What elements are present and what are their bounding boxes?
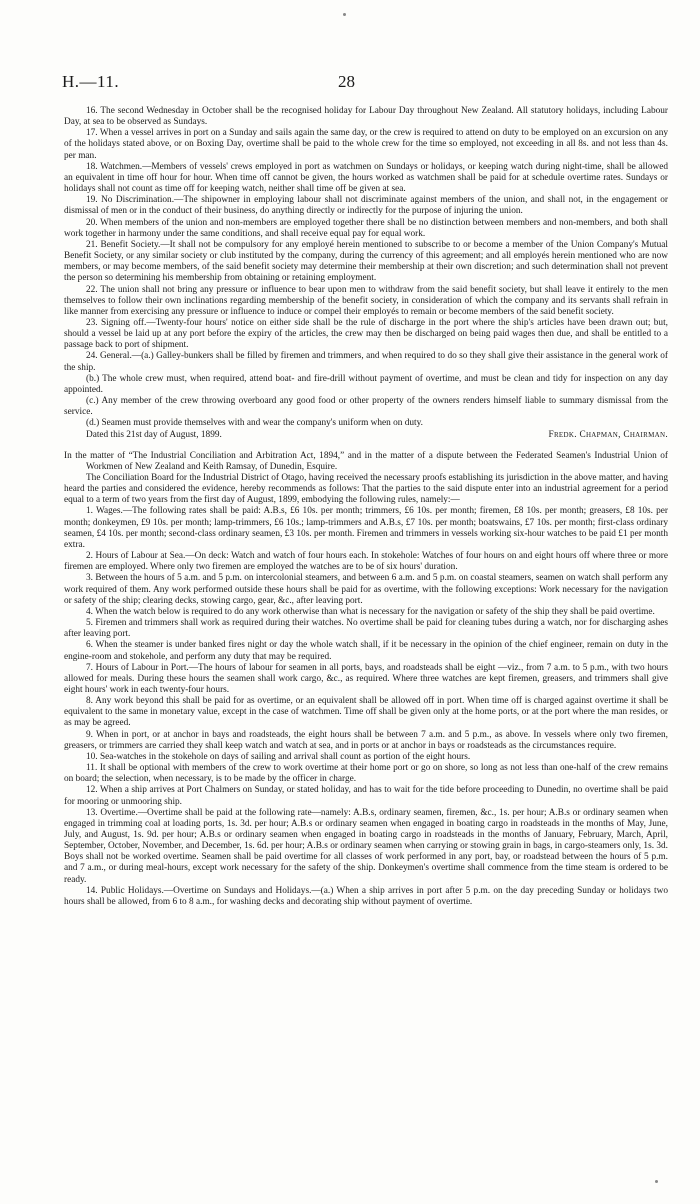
scan-mark	[655, 1180, 658, 1183]
paragraph: 10. Sea-watches in the stokehole on days of sailing and arrival shall count as portion of the eight hours.	[86, 751, 471, 762]
paragraph: 5. Firemen and trimmers shall work as required during their watches. No overtime shall be paid for cleaning tubes during a watch, nor for discharging ashes after leaving port.	[64, 618, 668, 640]
paragraph: 9. When in port, or at anchor in bays and roadsteads, the eight hours shall be between 7 a.m. and 5 p.m., as above. In vessels where only two firemen, greasers, or trimmers are carried they shall keep watch and watch at sea, and in ports or at anchor in bays or roadsteads as the circumstances require.	[64, 729, 668, 751]
paragraph: 11. It shall be optional with members of the crew to work overtime at their home port or go on shore, so long as not less than one-half of the crew remains on board; the selection, when necessary, is to be made by the officer in charge.	[64, 763, 668, 785]
paragraph: 18. Watchmen.—Members of vessels' crews employed in port as watchmen on Sundays or holidays, or keeping watch during night-time, shall be allowed an equivalent in time off hour for hour. When time off cannot be given, the hours worked as watchmen shall be paid for at schedule overtime rates. Sundays or holidays shall not count as time off for keeping watch, neither shall time off be given at sea.	[64, 161, 668, 195]
paragraph: 3. Between the hours of 5 a.m. and 5 p.m. on intercolonial steamers, and between 6 a.m. and 5 p.m. on coastal steamers, seamen on watch shall perform any work required of them. Any work performed outside these hours shall be paid for as overtime, with the following exceptions: Work necessary for the navigation or safety of the ship; clearing decks, stowing cargo, gear, &c., after leaving port.	[64, 573, 668, 606]
paragraph: 23. Signing off.—Twenty-four hours' notice on either side shall be the rule of discharge in the port where the ship's articles have been drawn out; but, should a vessel be laid up at any port before the expiry of the articles, the crew may then be discharged on being paid wages then due, and shall be entitled to a passage back to port of shipment.	[64, 317, 668, 351]
paragraph: 20. When members of the union and non-members are employed together there shall be no distinction between members and non-members, and both shall work together in harmony under the same conditions, and shall receive equal pay for equal work.	[64, 217, 668, 239]
paragraph: 1. Wages.—The following rates shall be paid: A.B.s, £6 10s. per month; trimmers, £6 10s. per month; firemen, £8 10s. per month; greasers, £8 10s. per month; donkeymen, £9 10s. per month; lamp-trimmers, £6 10s.; lamp-trimmers and A.B.s, £7 10s. per month; boatswains, £7 10s. per month; first-class ordinary seamen, £4 10s. per month; second-class ordinary seamen, £3 10s. per month. Firemen and trimmers in vessels working six-hour watches to be paid £1 per month extra.	[64, 506, 668, 550]
page-header	[62, 72, 660, 94]
page-number: 28	[338, 72, 355, 91]
paragraph: (b.) The whole crew must, when required, attend boat- and fire-drill without payment of overtime, and must be clean and tidy for inspection on any day appointed.	[64, 373, 668, 395]
paragraph: 21. Benefit Society.—It shall not be compulsory for any employé herein mentioned to subscribe to or become a member of the Union Company's Mutual Benefit Society, or any similar society or club instituted by the company, during the currency of this agreement; and all employés herein mentioned who are now members, or may become members, of the said benefit society may determine their membership at their own discretion; and such determination shall not prevent the person so determining his membership from obtaining or retaining employment.	[64, 239, 668, 284]
paragraph: 24. General.—(a.) Galley-bunkers shall be filled by firemen and trimmers, and when required to do so they shall give their assistance in the general work of the ship.	[64, 351, 668, 373]
paragraph: 16. The second Wednesday in October shall be the recognised holiday for Labour Day throughout New Zealand. All statutory holidays, including Labour Day, at sea to be observed as Sundays.	[64, 106, 668, 128]
paragraph: 14. Public Holidays.—Overtime on Sundays and Holidays.—(a.) When a ship arrives in port after 5 p.m. on the day preceding Sunday or holidays two hours shall be allowed, from 6 to 8 a.m., for washing decks and decorating ship without payment of overtime.	[64, 885, 668, 907]
paragraph: 6. When the steamer is under banked fires night or day the whole watch shall, if it be necessary in the opinion of the chief engineer, remain on duty in the engine-room and stokehole, and perform any duty that may be required.	[64, 640, 668, 662]
paragraph: The Conciliation Board for the Industrial District of Otago, having received the necessary proofs establishing its jurisdiction in the above matter, and having heard the parties and considered the evidence, hereby recommends as follows: That the parties to the said dispute enter into an industrial agreement for a period equal to a term of two years from the first day of August, 1899, embodying the following rules, namely:—	[64, 473, 668, 506]
paragraph: 13. Overtime.—Overtime shall be paid at the following rate—namely: A.B.s, ordinary seamen, firemen, &c., 1s. per hour; A.B.s or ordinary seamen when engaged in trimming coal at loading ports, 1s. 3d. per hour; A.B.s or ordinary seamen when engaged in boating cargo in roadsteads in the months of May, June, July, and August, 1s. 9d. per hour; A.B.s or ordinary seamen when engaged in boating cargo in roadsteads in the months of January, February, March, April, September, October, November, and December, 1s. 6d. per hour; A.B.s or ordinary seamen when carrying or stowing grain in bags, in cargo-steamers only, 1s. 3d. Boys shall not be worked overtime. Seamen shall be paid overtime for all classes of work performed in any port, bay, or roadstead between the hours of 5 p.m. and 7 a.m., or during meal-hours, except work necessary for the safety of the ship. Donkeymen's overtime shall commence from the time steam is ordered to be ready.	[64, 807, 668, 885]
document-body	[64, 106, 668, 908]
paragraph: 4. When the watch below is required to do any work otherwise than what is necessary for the navigation or safety of the ship they shall be paid overtime.	[86, 606, 655, 617]
paragraph: (d.) Seamen must provide themselves with and wear the company's uniform when on duty.	[86, 418, 423, 429]
paragraph: 17. When a vessel arrives in port on a Sunday and sails again the same day, or the crew is required to attend on duty to be employed on an excursion on any of the holidays stated above, or on Boxing Day, overtime shall be paid to the whole crew for the time so employed, not exceeding in all 8s. and not less than 4s. per man.	[64, 128, 668, 161]
paragraph: 22. The union shall not bring any pressure or influence to bear upon men to withdraw from the said benefit society, but shall leave it entirely to the men themselves to follow their own inclinations regarding membership of the benefit society, in consideration of which the company and its servants shall refrain in like manner from exercising any pressure or influence to induce or compel their employés to remain or become members of the said benefit society.	[64, 284, 668, 317]
paragraph: 12. When a ship arrives at Port Chalmers on Sunday, or stated holiday, and has to wait for the tide before proceeding to Dunedin, no overtime shall be paid for mooring or unmooring ship.	[64, 785, 668, 807]
dated-line	[64, 430, 668, 441]
signature: Fredk. Chapman, Chairman.	[548, 429, 668, 440]
date-text: Dated this 21st day of August, 1899.	[86, 429, 222, 440]
paragraph: 7. Hours of Labour in Port.—The hours of labour for seamen in all ports, bays, and roadsteads shall be eight —viz., from 7 a.m. to 5 p.m., with two hours allowed for meals. During these hours the seamen shall work cargo, &c., as required. Where three watches are kept firemen, greasers, and trimmers shall give eight hours' work in each twenty-four hours.	[64, 662, 668, 695]
scan-mark	[343, 13, 346, 16]
document-reference: H.—11.	[62, 72, 120, 91]
matter-heading: In the matter of “The Industrial Conciliation and Arbitration Act, 1894,” and in the matter of a dispute between the Federated Seamen's Industrial Union of Workmen of New Zealand and Keith Ramsay, of Dunedin, Esquire.	[64, 450, 668, 472]
paragraph: 19. No Discrimination.—The shipowner in employing labour shall not discriminate against members of the union, and shall not, in the engagement or dismissal of men or in the conduct of their business, do anything directly or indirectly for the purpose of injuring the union.	[64, 195, 668, 217]
paragraph: 2. Hours of Labour at Sea.—On deck: Watch and watch of four hours each. In stokehole: Watches of four hours on and eight hours off where three or more firemen are employed. Where only two firemen are employed the watches are to be of six hours' duration.	[64, 551, 668, 573]
paragraph: (c.) Any member of the crew throwing overboard any good food or other property of the owners renders himself liable to summary dismissal from the service.	[64, 396, 668, 418]
paragraph: 8. Any work beyond this shall be paid for as overtime, or an equivalent shall be allowed off in port. When time off is charged against overtime it shall be equivalent to the same in monetary value, except in the case of watchmen. Time off shall be given only at the home ports, or at the port where the man resides, or as may be agreed.	[64, 696, 668, 729]
